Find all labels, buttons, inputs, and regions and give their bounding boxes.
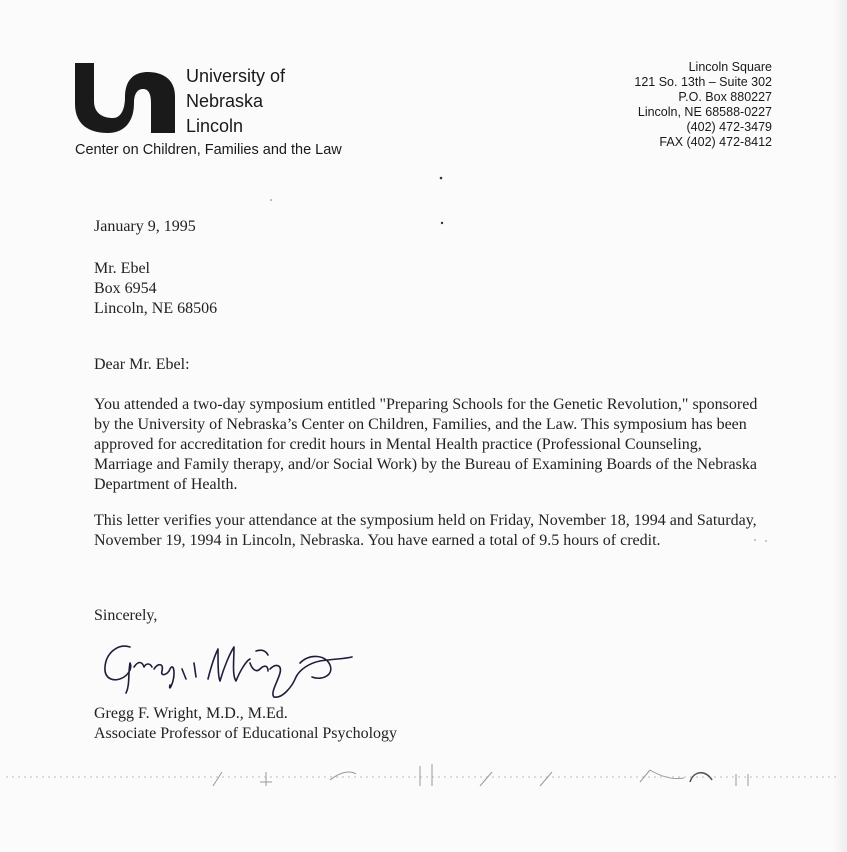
university-name bbox=[186, 64, 285, 139]
university-name-line: Lincoln bbox=[186, 116, 244, 136]
body-paragraph-1: You attended a two-day symposium entitled "Preparing Schools for the Genetic Revolution," sponsored by the University of Nebraska’s Center on Children, Families, and the Law. This symposium has been approved for accreditation for credit hours in Mental Health practice (Professional Counseling, Marriage and Family therapy, and/or Social Work) by the Bureau of Examining Boards of the Nebraska Department of Health. bbox=[94, 396, 758, 493]
closing: Sincerely, bbox=[94, 607, 158, 624]
paper-edge-shadow bbox=[833, 0, 847, 852]
address-line: Lincoln, NE 68588-0227 bbox=[637, 105, 772, 119]
letter-date: January 9, 1995 bbox=[94, 218, 196, 235]
fax-number: FAX (402) 472-8412 bbox=[659, 135, 772, 149]
address-line: 121 So. 13th – Suite 302 bbox=[634, 75, 772, 89]
recipient-line: Box 6954 bbox=[94, 280, 157, 297]
signer-title: Associate Professor of Educational Psychology bbox=[94, 725, 398, 742]
university-logo-icon bbox=[75, 63, 175, 133]
address-line: P.O. Box 880227 bbox=[678, 90, 772, 104]
handwritten-signature bbox=[100, 633, 360, 705]
letterhead-address bbox=[634, 60, 772, 150]
address-line: Lincoln Square bbox=[688, 60, 772, 74]
university-name-line: Nebraska bbox=[186, 91, 264, 111]
center-name: Center on Children, Families and the Law bbox=[75, 142, 342, 158]
phone-number: (402) 472-3479 bbox=[686, 120, 772, 134]
recipient-line: Mr. Ebel bbox=[94, 260, 150, 277]
body-paragraph-2: This letter verifies your attendance at the symposium held on Friday, November 18, 1994 and Saturday, November 19, 1994 in Lincoln, Nebraska. You have earned a total of 9.5 hours of credit. bbox=[94, 512, 757, 549]
signer-block bbox=[94, 704, 397, 744]
recipient-address bbox=[94, 259, 217, 319]
signer-name: Gregg F. Wright, M.D., M.Ed. bbox=[94, 705, 288, 722]
university-name-line: University of bbox=[186, 66, 286, 86]
recipient-line: Lincoln, NE 68506 bbox=[94, 300, 218, 317]
salutation: Dear Mr. Ebel: bbox=[94, 356, 190, 373]
scan-bleed-through bbox=[0, 752, 847, 802]
